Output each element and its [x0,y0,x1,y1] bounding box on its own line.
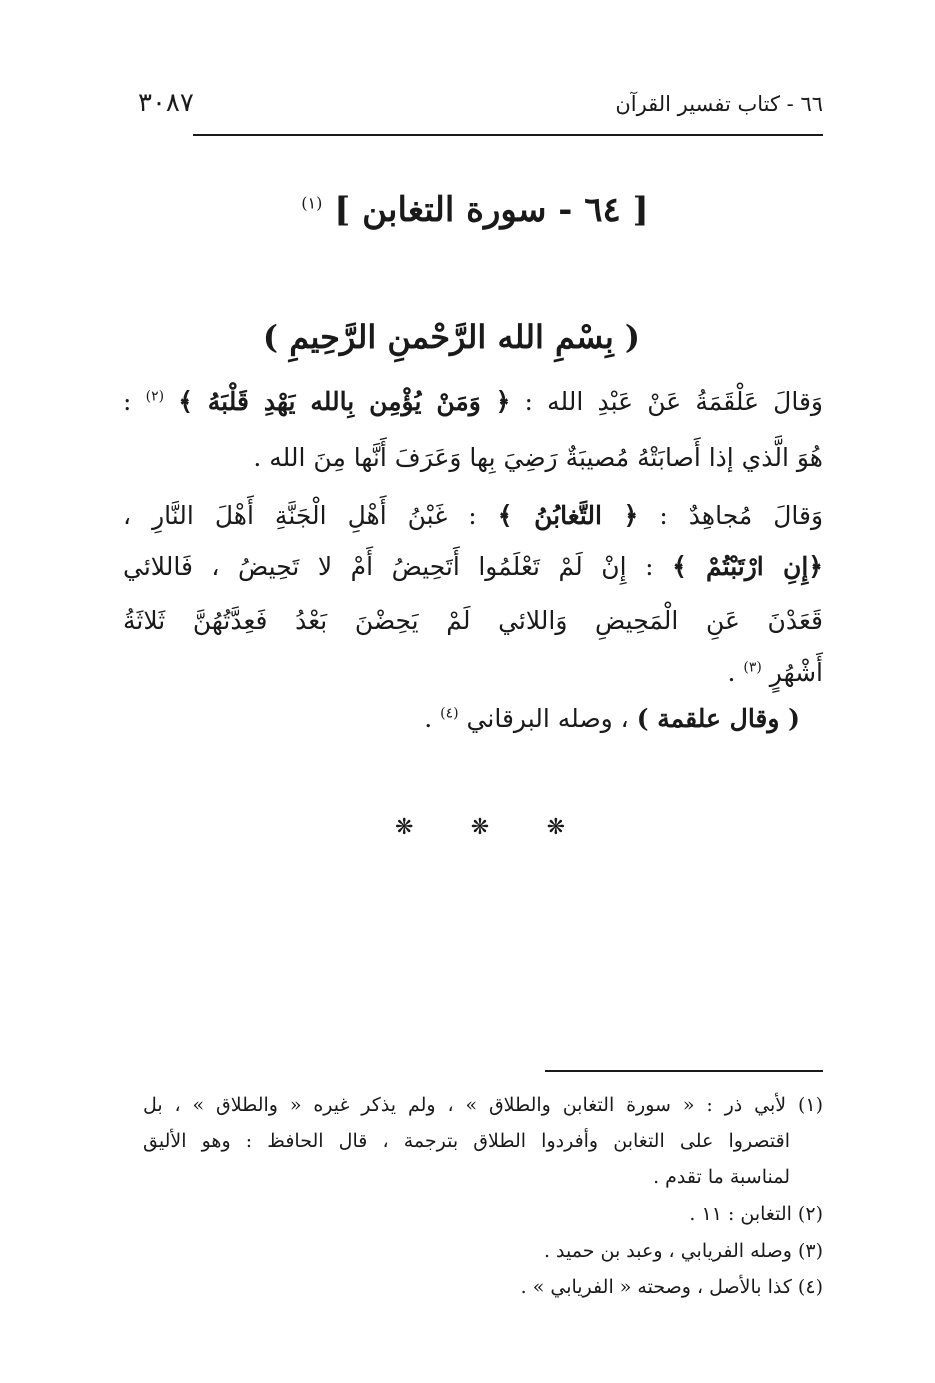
star-ornament-icon: ❋ [546,815,565,840]
quran-quote: ﴿ التَّغابُنُ ﴾ [497,501,639,530]
paragraph-3 [123,704,800,733]
paragraph-2-line-2 [123,552,823,581]
surah-title [290,190,660,230]
footnote-ref-4: (٤) [440,705,459,722]
quran-quote: ﴿إِنِ ارْتَبْتُمْ ﴾ [672,552,824,581]
paragraph-1-line-2: هُوَ الَّذي إذا أَصابَتْهُ مُصيبَةٌ رَضِيَ بِها وَعَرَفَ أَنَّها مِنَ الله . [253,443,823,472]
section-separator [395,815,565,840]
footnote-1-line-1: (١) لأبي ذر : « سورة التغابن والطلاق » ، ولم يذكر غيره « والطلاق » ، بل [143,1094,823,1116]
page-number: ٣٠٨٧ [138,88,194,118]
footnote-ref-2: (٢) [145,388,165,405]
paragraph-1-line-1 [123,387,823,416]
star-ornament-icon: ❋ [395,815,414,840]
quoted-phrase: ( وقال علقمة ) [636,704,800,733]
text-segment: وَقالَ عَلْقَمَةُ عَنْ عَبْدِ الله : [524,387,823,416]
footnote-rule [545,1070,823,1072]
text-segment: أَشْهُرٍ [769,658,823,687]
text-segment: ، وصله البرقاني [466,704,629,733]
footnote-2: (٢) التغابن : ١١ . [689,1203,823,1225]
running-header: ٦٦ - كتاب تفسير القرآن [615,92,823,116]
paragraph-2-line-4 [123,658,823,687]
footnote-ref-1: (١) [301,193,323,213]
paragraph-2-line-1 [123,501,823,530]
star-ornament-icon: ❋ [470,815,490,840]
text-segment: وَقالَ مُجاهِدٌ : [659,501,824,530]
paragraph-2-line-3: قَعَدْنَ عَنِ الْمَحِيضِ وَاللائي لَمْ يَحِضْنَ بَعْدُ فَعِدَّتُهُنَّ ثَلاثَةُ [123,606,823,635]
quran-quote: ﴿ وَمَنْ يُؤْمِن بِالله يَهْدِ قَلْبَهُ ﴾ [178,387,511,416]
text-segment: : [123,387,132,416]
text-segment: : إِنْ لَمْ تَعْلَمُوا أَتَحِيضُ أَمْ لا تَحِيضُ ، فَاللائي [123,552,654,581]
surah-title-text: [ ٦٤ - سورة التغابن ] [334,190,649,230]
footnote-3: (٣) وصله الفريابي ، وعبد بن حميد . [543,1240,823,1262]
header-rule [193,134,823,136]
footnote-1-line-2: اقتصروا على التغابن وأفردوا الطلاق بترجمة ، قال الحافظ : وهو الأليق [143,1130,790,1152]
text-segment: : غَبْنُ أَهْلِ الْجَنَّةِ أَهْلَ النَّارِ ، [123,501,477,530]
basmala: ( بِسْمِ الله الرَّحْمنِ الرَّحِيمِ ) [262,318,640,356]
text-segment: . [727,658,736,687]
footnote-4: (٤) كذا بالأصل ، وصحته « الفريابي » . [520,1276,823,1298]
text-segment: . [424,704,433,733]
footnote-1-line-3: لمناسبة ما تقدم . [653,1166,790,1188]
footnote-ref-3: (٣) [743,659,762,676]
